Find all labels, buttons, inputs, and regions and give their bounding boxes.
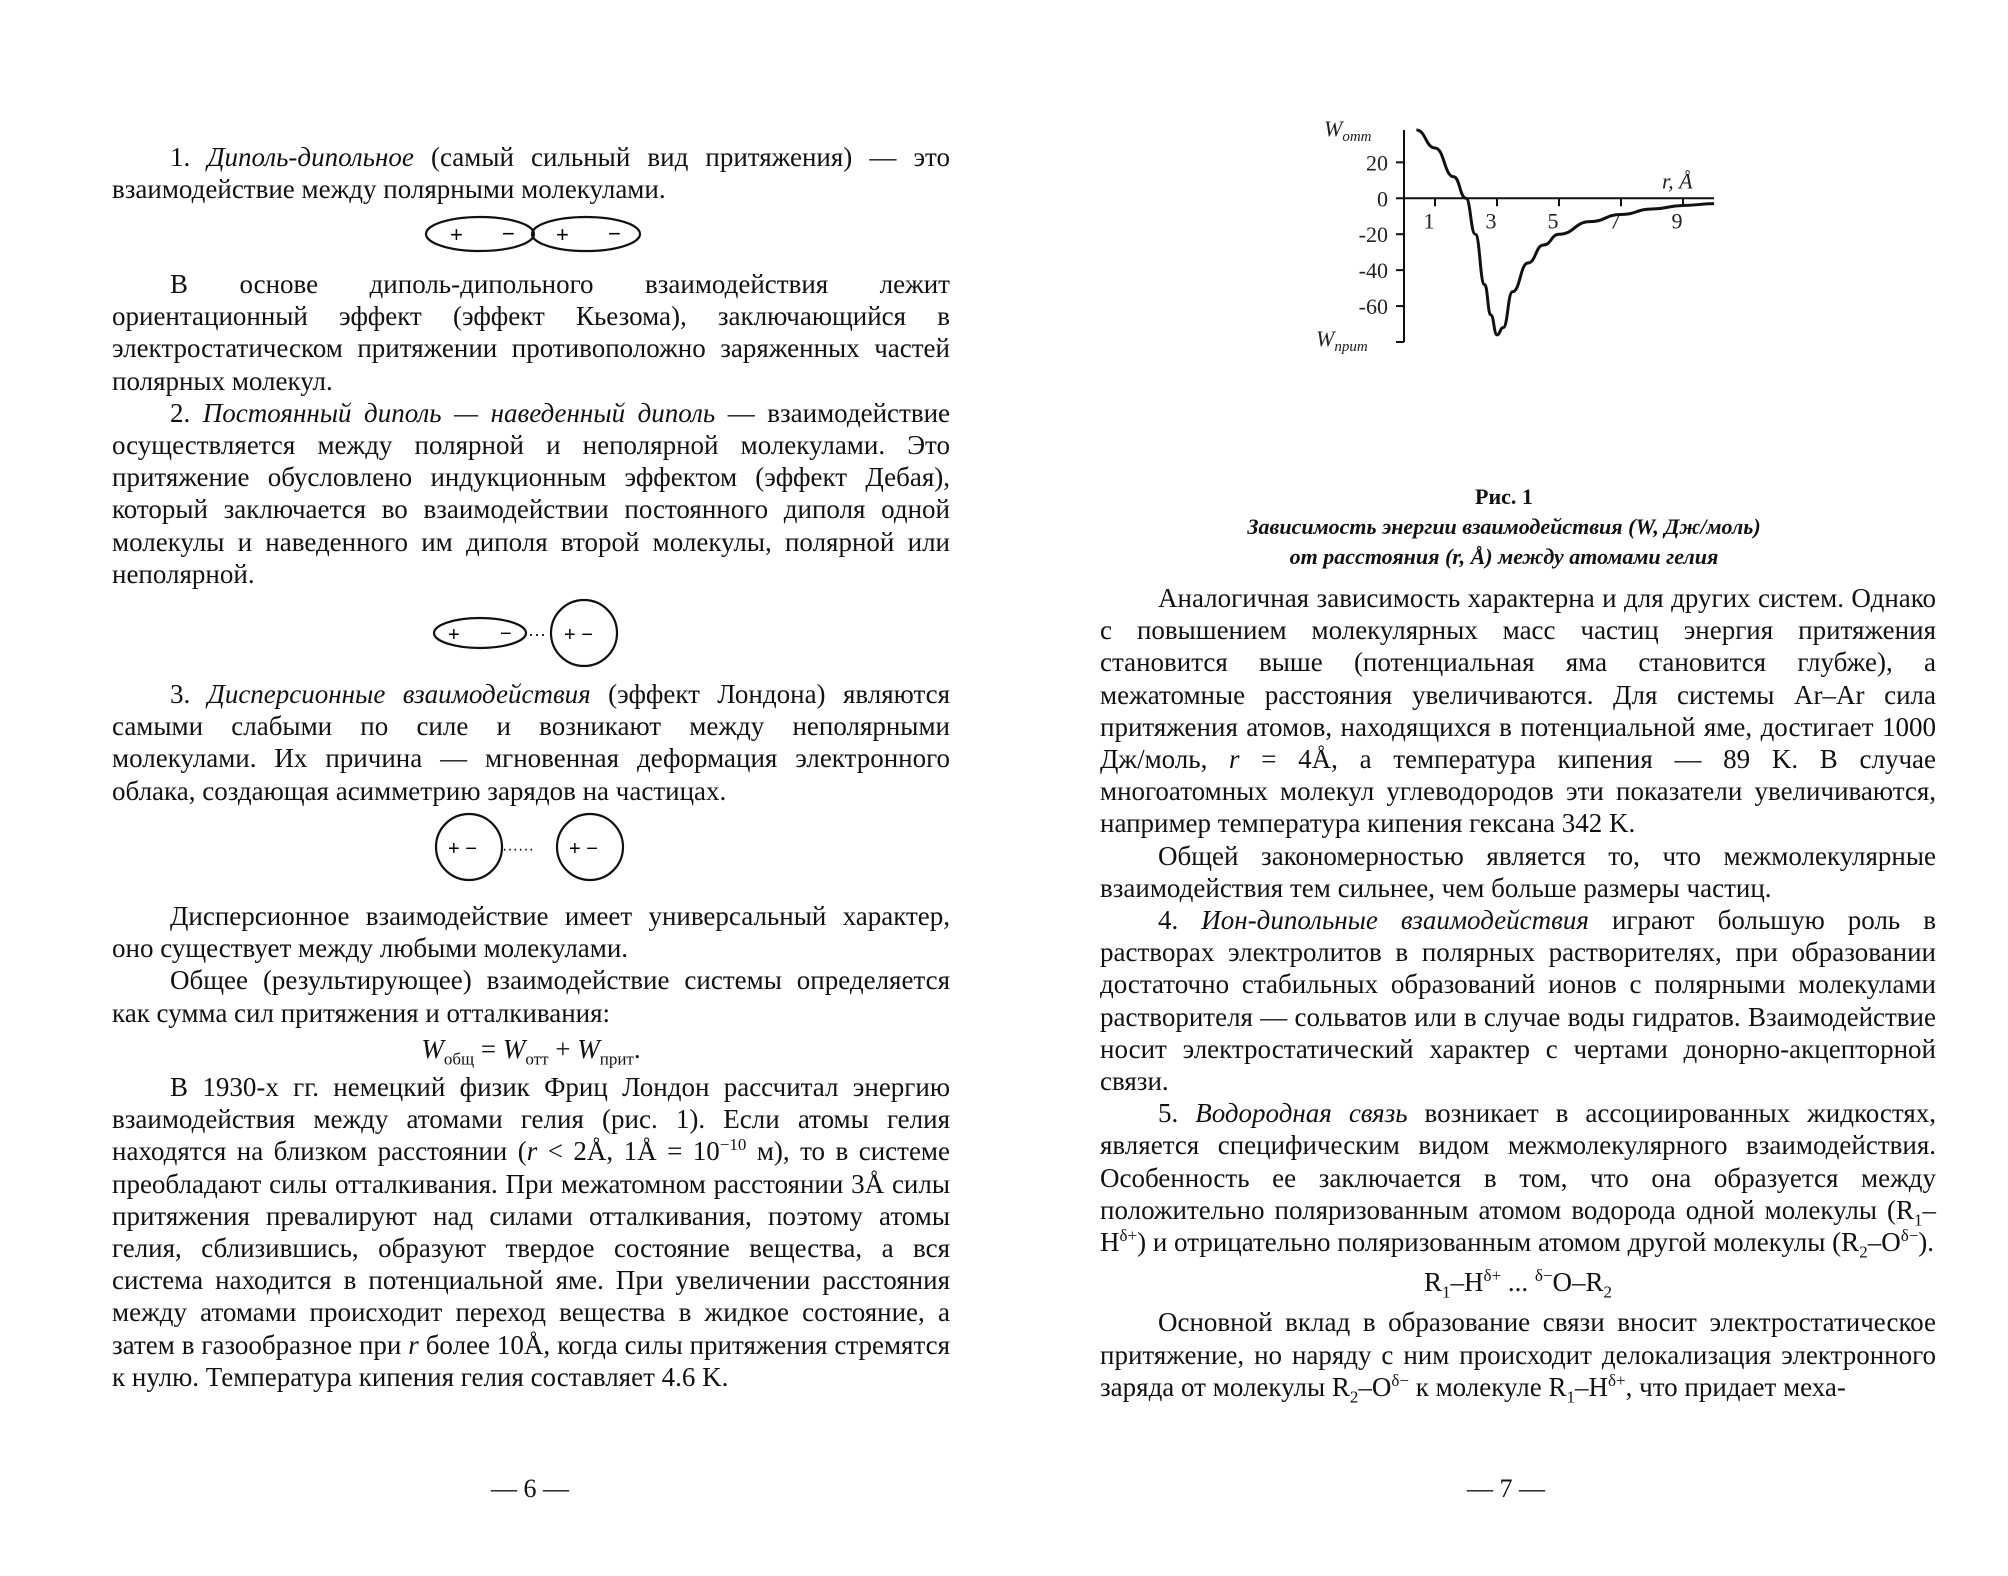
paragraph-permanent-induced: 2. Постоянный диполь — наведенный диполь — взаимодействие осуществляется между полярной и неполярной молекулами. Это притяжение обусловлено индукционным эффектом (эффект Дебая), который заключается во взаимодействии постоянного диполя одной молекулы и наведенного им диполя второй молекулы, полярной или неполярной. bbox=[112, 397, 951, 589]
figure-caption-line1: Зависимость энергии взаимодействия (W, Дж/моль) bbox=[1247, 514, 1761, 539]
paragraph-dispersion: 3. Дисперсионные взаимодействия (эффект Лондона) являются самыми слабыми по силе и возникают между неполярными молекулами. Их причина — мгновенная деформация электронного облака, создающая асимметрию зарядов на частицах. bbox=[112, 679, 950, 806]
right-column bbox=[1100, 582, 1937, 1407]
permanent-induced-dipole-diagram bbox=[430, 596, 630, 670]
paragraph-universal: Дисперсионное взаимодействие имеет универсальный характер, оно существует между любыми молекулами. bbox=[112, 901, 950, 964]
figure-caption bbox=[1224, 482, 1784, 572]
left-column-bottom bbox=[112, 900, 950, 1393]
dispersion-diagram bbox=[432, 810, 628, 884]
minus-sign: − bbox=[500, 623, 512, 645]
paragraph-orientation-effect: В основе диполь-дипольного взаимодействия лежит ориентационный эффект (эффект Кьезома), заключающийся в электростатическом притяжении противоположно заряженных частей полярных молекул. bbox=[112, 269, 950, 396]
paragraph-ion-dipole: 4. Ион-дипольные взаимодействия играют большую роль в растворах электролитов в полярных растворителях, при образовании достаточно стабильных образований ионов с полярными молекулами растворителя — сольватов или в случае воды гидратов. Взаимодействие носит электростатический характер с чертами донорно-акцепторной связи. bbox=[1100, 905, 1937, 1097]
y-tick-label: 0 bbox=[1377, 186, 1388, 212]
minus-sign: − bbox=[502, 221, 515, 246]
x-tick-label: 5 bbox=[1547, 208, 1559, 234]
dotted-link: ······ bbox=[502, 841, 534, 858]
minus-sign: − bbox=[608, 221, 621, 246]
charge-pair: + − bbox=[448, 838, 477, 860]
dipole-dipole-diagram bbox=[422, 212, 644, 256]
figure-caption-line2: от расстояния (r, Å) между атомами гелия bbox=[1289, 544, 1719, 569]
y-tick-label: -20 bbox=[1358, 222, 1388, 248]
y-tick-label: 20 bbox=[1366, 150, 1388, 176]
left-column-middle bbox=[112, 268, 950, 590]
paragraph-main-contribution: Основной вклад в образование связи вносит электростатическое притяжение, но наряду с ним происходит делокализация электронного заряда от молекулы $R_2-O^{\delta-}$ к молекуле $R_1-H^{\delta+}$, что придает меха- bbox=[1100, 1307, 1936, 1407]
left-column-dispersion bbox=[112, 678, 950, 807]
formula-hydrogen-bond: $R_1-H^{\delta+}$ ... $^{\delta-}O-R_2$ bbox=[1424, 1266, 1612, 1302]
x-tick-label: 1 bbox=[1423, 208, 1435, 234]
right-page bbox=[1004, 0, 2008, 1576]
x-tick-label: 9 bbox=[1671, 208, 1683, 234]
charge-pair: + − bbox=[564, 624, 593, 646]
y-tick-label: -60 bbox=[1358, 294, 1388, 320]
paragraph-regularity: Общей закономерностью является то, что межмолекулярные взаимодействия тем сильнее, чем больше размеры частиц. bbox=[1100, 840, 1936, 903]
y-tick-label: -40 bbox=[1358, 258, 1388, 284]
paragraph-hydrogen-bond: 5. Водородная связь возникает в ассоциированных жидкостях, является специфическим видом межмолекулярного взаимодействия. Особенность ее заключается в том, что она образуется между положительно поляризованным атомом водорода одной молекулы $(R_1-H^{\delta+})$ и отрицательно поляризованным атомом другой молекулы $(R_2-O^{\delta-})$. bbox=[1100, 1098, 1937, 1262]
potential-curve bbox=[1416, 130, 1714, 335]
paragraph-total-interaction: Общее (результирующее) взаимодействие системы определяется как сумма сил притяжения и отталкивания: bbox=[112, 965, 950, 1028]
x-tick-label: 3 bbox=[1485, 208, 1497, 234]
y-axis-label-repulsion: $W_{отт}$ bbox=[1324, 120, 1372, 145]
paragraph-london-helium: В 1930-х гг. немецкий физик Фриц Лондон рассчитал энергию взаимодействия между атомами гелия (рис. 1). Если атомы гелия находятся на близком расстоянии (r < 2Å, 1Å = $10^{-10}$ м), то в системе преобладают силы отталкивания. При межатомном расстоянии 3Å силы притяжения превалируют над силами отталкивания, поэтому атомы гелия, сблизившись, образуют твердое состояние вещества, а вся система находится в потенциальной яме. При увеличении расстояния между атомами происходит переход вещества в жидкое состояние, а затем в газообразное при r более 10Å, когда силы притяжения стремятся к нулю. Температура кипения гелия составляет 4.6 K. bbox=[112, 1072, 951, 1392]
x-axis-label: r, Å bbox=[1662, 168, 1693, 194]
plus-sign: + bbox=[556, 222, 569, 247]
helium-potential-chart bbox=[1004, 120, 1724, 460]
x-tick-label: 7 bbox=[1609, 208, 1621, 234]
plus-sign: + bbox=[450, 222, 463, 247]
formula-total-energy: $W_{общ} = W_{отт} + W_{прит}$. bbox=[421, 1033, 641, 1069]
y-axis-label-attraction: $W_{прит}$ bbox=[1316, 326, 1368, 355]
charge-pair: + − bbox=[569, 838, 598, 860]
dotted-link: ··· bbox=[528, 624, 546, 644]
page-number: — 6 — bbox=[491, 1474, 569, 1503]
plus-sign: + bbox=[448, 624, 460, 646]
paragraph-dipole-dipole: 1. Диполь-дипольное (самый сильный вид притяжения) — это взаимодействие между полярными молекулами. bbox=[112, 142, 951, 205]
figure-number: Рис. 1 bbox=[1475, 484, 1533, 509]
paragraph-analogous: Аналогичная зависимость характерна и для других систем. Однако с повышением молекулярных масс частиц энергия притяжения становится выше (потенциальная яма становится глубже), а межатомные расстояния увеличиваются. Для системы Ar–Ar сила притяжения атомов, находящихся в потенциальной яме, достигает 1000 Дж/моль, r = 4Å, а температура кипения — 89 K. В случае многоатомных молекул углеводородов эти показатели увеличиваются, например температура кипения гексана 342 K. bbox=[1100, 583, 1936, 839]
left-column-top bbox=[112, 141, 950, 205]
page-number: — 7 — bbox=[1467, 1474, 1545, 1503]
